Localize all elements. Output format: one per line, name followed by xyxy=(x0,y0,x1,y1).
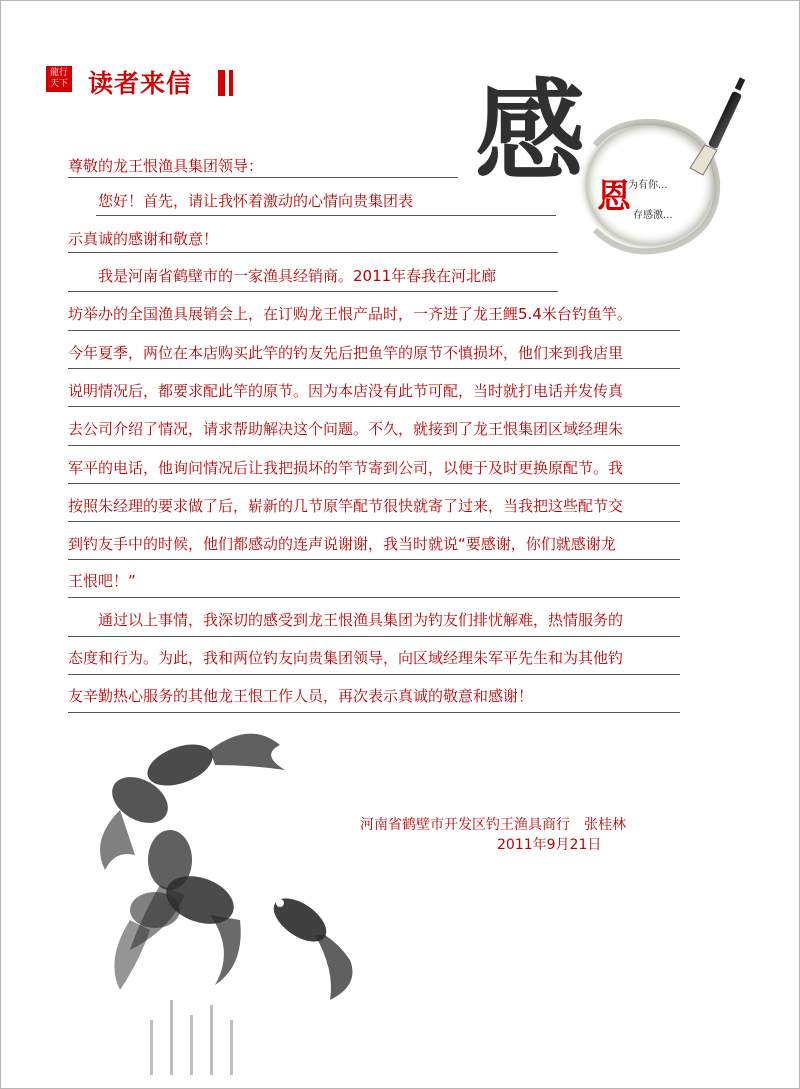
tagline-1: 为有你... xyxy=(628,180,668,191)
letter-line: 我是河南省鹤壁市的一家渔具经销商。2011年春我在河北廊 xyxy=(98,267,497,285)
ruled-line xyxy=(68,712,680,713)
letter-line: 您好！首先，请让我怀着激动的心情向贵集团表 xyxy=(98,192,414,210)
letter-line: 友辛勤热心服务的其他龙王恨工作人员，再次表示真诚的敬意和感谢！ xyxy=(68,687,534,705)
ruled-line xyxy=(68,252,558,253)
letter-line: 态度和行为。为此，我和两位钓友向贵集团领导，向区域经理朱军平先生和为其他钓 xyxy=(68,649,624,667)
ruled-line xyxy=(68,445,680,446)
ruled-line xyxy=(68,597,680,598)
logo-text-top: 龍行 xyxy=(49,68,68,78)
ruled-line xyxy=(96,215,556,216)
calligraphy-small-char: 恩 xyxy=(597,177,631,217)
ruled-line xyxy=(68,483,680,484)
ruled-line xyxy=(68,636,680,637)
letter-line: 到钓友手中的时候，他们都感动的连声说谢谢，我当时就说“要感谢，你们就感谢龙 xyxy=(68,535,616,553)
letter-line: 尊敬的龙王恨渔具集团领导： xyxy=(68,157,264,175)
ruled-line xyxy=(68,291,558,292)
signature: 河南省鹤壁市开发区钓王渔具商行 张桂林 xyxy=(360,817,626,833)
ruled-line xyxy=(68,406,680,407)
section-title: 读者来信 xyxy=(88,69,193,98)
letter-line: 通过以上事情，我深切的感受到龙王恨渔具集团为钓友们排忧解难，热情服务的 xyxy=(98,611,624,629)
logo-text-bottom: 天下 xyxy=(49,79,68,89)
letter-line: 军平的电话，他询问情况后让我把损坏的竿节寄到公司，以便于及时更换原配节。我 xyxy=(68,459,624,477)
ruled-line xyxy=(68,368,680,369)
calligraphy-big-char: 感 xyxy=(475,67,585,196)
letter-date: 2011年9月21日 xyxy=(497,837,602,853)
ruled-line xyxy=(68,330,680,331)
ruled-line xyxy=(68,521,680,522)
letter-line: 示真诚的感谢和敬意！ xyxy=(68,230,219,248)
letter-line: 坊举办的全国渔具展销会上，在订购龙王恨产品时，一齐进了龙王鲤5.4米台钓鱼竿。 xyxy=(68,305,632,323)
tagline-2: 存感激... xyxy=(633,210,673,221)
ruled-line xyxy=(68,674,680,675)
letter-line: 按照朱经理的要求做了后，崭新的几节原竿配节很快就寄了过来，当我把这些配节交 xyxy=(68,497,624,515)
ruled-line xyxy=(68,559,680,560)
letter-line: 今年夏季，两位在本店购买此竿的钓友先后把鱼竿的原节不慎损坏，他们来到我店里 xyxy=(68,344,624,362)
letter-line: 王恨吧！” xyxy=(68,572,136,590)
goldfish-painting xyxy=(60,720,380,1080)
letter-line: 去公司介绍了情况，请求帮助解决这个问题。不久，就接到了龙王恨集团区域经理朱 xyxy=(68,420,624,438)
letter-line: 说明情况后，都要求配此竿的原节。因为本店没有此节可配，当时就打电话并发传真 xyxy=(68,382,624,400)
ruled-line xyxy=(68,177,458,178)
